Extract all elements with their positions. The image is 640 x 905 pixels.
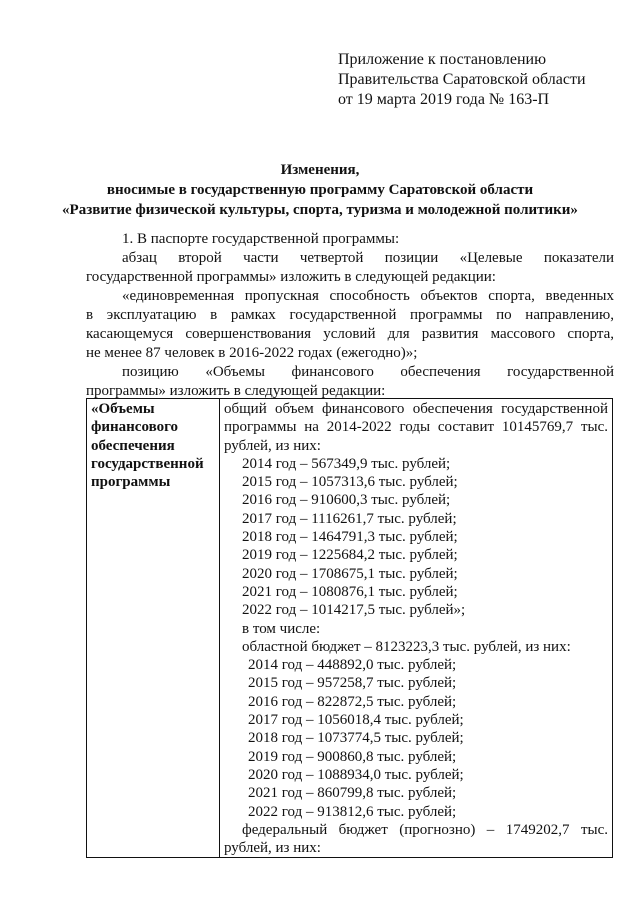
funding-intro-line-1: общий объем финансового обеспечения государственной — [224, 401, 608, 417]
paragraph-4-line-1: позицию «Объемы финансового обеспечения государственной — [122, 364, 614, 380]
federal-budget-line-1: федеральный бюджет (прогнозно) – 1749202,7 тыс. — [242, 821, 608, 838]
total-year-line: 2022 год – 1014217,5 тыс. рублей»; — [242, 602, 466, 619]
paragraph-1-text: 1. В паспорте государственной программы: — [122, 231, 400, 247]
paragraph-4-line-2: программы» изложить в следующей редакции: — [86, 383, 386, 399]
total-year-line: 2020 год – 1708675,1 тыс. рублей; — [242, 565, 458, 582]
paragraph-3 — [86, 287, 614, 363]
table-row — [87, 399, 613, 858]
paragraph-3-line-4: не менее 87 человек в 2016-2022 годах (ежегодно)»; — [86, 345, 418, 361]
regional-year-line: 2021 год – 860799,8 тыс. рублей; — [248, 785, 457, 802]
total-year-line: 2021 год – 1080876,1 тыс. рублей; — [242, 583, 458, 600]
funding-table — [86, 398, 613, 858]
document-title — [0, 160, 640, 220]
paragraph-3-line-3: касающемуся совершенствования условий для развития массового спорта, — [86, 326, 614, 342]
funding-intro-line-3: рублей, из них: — [224, 437, 321, 454]
title-line-3: «Развитие физической культуры, спорта, туризма и молодежной политики» — [62, 202, 578, 218]
funding-intro-line-2: программы на 2014-2022 годы составит 10145769,7 тыс. — [224, 419, 608, 436]
paragraph-1 — [86, 230, 614, 249]
federal-budget-line-2: рублей, из них: — [224, 840, 321, 857]
regional-year-line: 2020 год – 1088934,0 тыс. рублей; — [248, 766, 464, 783]
regional-year-line: 2019 год – 900860,8 тыс. рублей; — [248, 748, 457, 765]
total-year-line: 2017 год – 1116261,7 тыс. рублей; — [242, 510, 457, 527]
regional-year-line: 2014 год – 448892,0 тыс. рублей; — [248, 657, 457, 674]
position-label-line: обеспечения — [91, 437, 175, 454]
total-year-line: 2014 год – 567349,9 тыс. рублей; — [242, 455, 451, 472]
regional-year-line: 2016 год – 822872,5 тыс. рублей; — [248, 693, 457, 710]
paragraph-2-line-1: абзац второй части четвертой позиции «Целевые показатели — [122, 250, 614, 266]
paragraph-2 — [86, 249, 614, 287]
paragraph-3-line-2: в эксплуатацию в рамках государственной программы по направлению, — [86, 307, 614, 323]
position-label-line: программы — [91, 474, 171, 491]
header-line-1: Приложение к постановлению — [338, 51, 547, 68]
paragraph-2-line-2: государственной программы» изложить в следующей редакции: — [86, 269, 496, 285]
regional-year-line: 2015 год – 957258,7 тыс. рублей; — [248, 675, 457, 692]
total-year-line: 2019 год – 1225684,2 тыс. рублей; — [242, 547, 458, 564]
regional-year-line: 2018 год – 1073774,5 тыс. рублей; — [248, 730, 464, 747]
position-label-line: государственной — [91, 455, 204, 472]
total-year-line: 2018 год – 1464791,3 тыс. рублей; — [242, 529, 458, 546]
header-line-3: от 19 марта 2019 года № 163-П — [338, 91, 550, 108]
regional-year-line: 2022 год – 913812,6 тыс. рублей; — [248, 803, 457, 820]
title-line-1: Изменения, — [280, 162, 360, 178]
total-year-line: 2016 год – 910600,3 тыс. рублей; — [242, 492, 451, 509]
including-label: в том числе: — [242, 620, 321, 637]
header-line-2: Правительства Саратовской области — [338, 71, 586, 88]
position-label-cell — [87, 399, 220, 858]
position-label-line: финансового — [91, 419, 179, 436]
position-label-line: «Объемы — [91, 401, 155, 417]
paragraph-4 — [86, 363, 614, 401]
regional-year-line: 2017 год – 1056018,4 тыс. рублей; — [248, 712, 464, 729]
total-year-line: 2015 год – 1057313,6 тыс. рублей; — [242, 474, 458, 491]
appendix-header — [338, 50, 586, 110]
title-line-2: вносимые в государственную программу Саратовской области — [106, 182, 534, 198]
paragraph-3-line-1: «единовременная пропускная способность объектов спорта, введенных — [122, 288, 614, 304]
funding-details-cell — [220, 399, 613, 858]
regional-budget-line: областной бюджет – 8123223,3 тыс. рублей, из них: — [242, 638, 571, 655]
